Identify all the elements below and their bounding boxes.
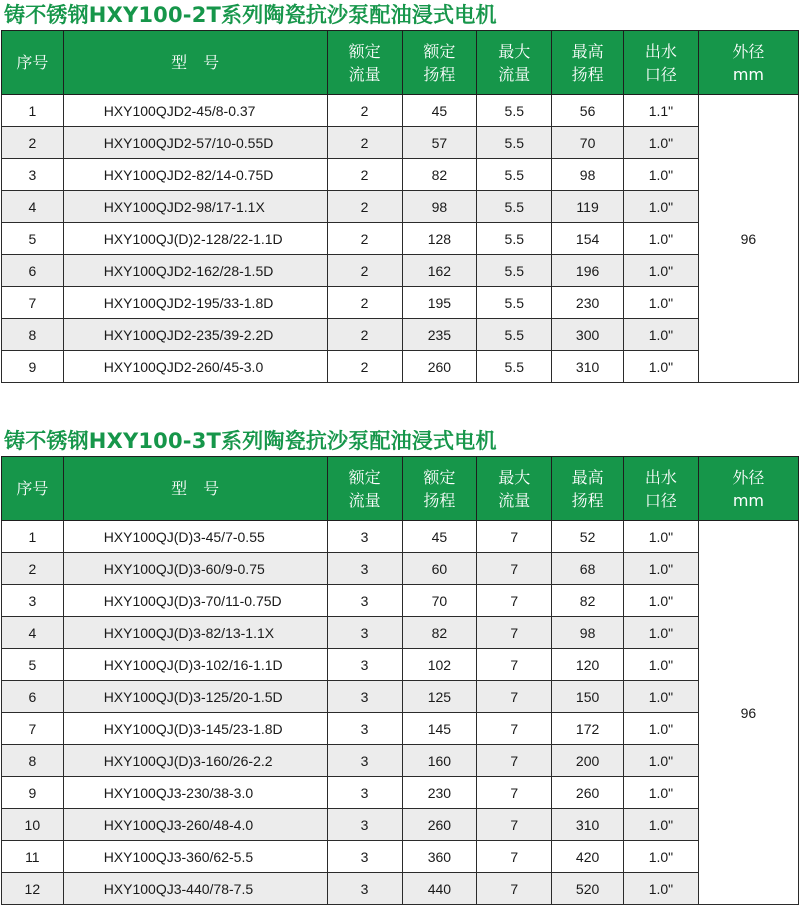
table-row xyxy=(2,319,799,351)
cell-index: 8 xyxy=(2,745,64,777)
cell-rated-head: 145 xyxy=(402,713,477,745)
header-max-head: 最高 扬程 xyxy=(552,31,624,95)
header-row xyxy=(2,457,799,521)
cell-rated-flow: 3 xyxy=(327,553,402,585)
cell-max-flow: 5.5 xyxy=(477,351,552,383)
table-row xyxy=(2,553,799,585)
cell-max-flow: 7 xyxy=(477,777,552,809)
cell-model: HXY100QJ3-260/48-4.0 xyxy=(63,809,327,841)
cell-max-flow: 5.5 xyxy=(477,95,552,127)
cell-rated-flow: 2 xyxy=(327,191,402,223)
cell-diameter: 96 xyxy=(698,95,798,383)
cell-max-flow: 7 xyxy=(477,681,552,713)
cell-outlet: 1.0" xyxy=(623,617,698,649)
cell-model: HXY100QJ3-360/62-5.5 xyxy=(63,841,327,873)
cell-max-head: 98 xyxy=(552,617,624,649)
cell-max-head: 56 xyxy=(552,95,624,127)
cell-outlet: 1.0" xyxy=(623,585,698,617)
cell-index: 6 xyxy=(2,255,64,287)
cell-index: 5 xyxy=(2,649,64,681)
cell-outlet: 1.0" xyxy=(623,745,698,777)
cell-max-flow: 7 xyxy=(477,873,552,905)
cell-outlet: 1.0" xyxy=(623,351,698,383)
cell-max-head: 52 xyxy=(552,521,624,553)
cell-index: 4 xyxy=(2,617,64,649)
cell-model: HXY100QJD2-195/33-1.8D xyxy=(63,287,327,319)
cell-rated-flow: 2 xyxy=(327,159,402,191)
header-model: 型 号 xyxy=(63,31,327,95)
cell-max-flow: 7 xyxy=(477,553,552,585)
table-row xyxy=(2,777,799,809)
cell-outlet: 1.0" xyxy=(623,159,698,191)
cell-max-head: 120 xyxy=(552,649,624,681)
pump-series-section-3t xyxy=(0,426,800,905)
cell-max-flow: 7 xyxy=(477,809,552,841)
cell-model: HXY100QJ3-440/78-7.5 xyxy=(63,873,327,905)
cell-outlet: 1.0" xyxy=(623,809,698,841)
cell-rated-head: 360 xyxy=(402,841,477,873)
table-row xyxy=(2,521,799,553)
cell-outlet: 1.0" xyxy=(623,191,698,223)
table-row xyxy=(2,351,799,383)
cell-rated-head: 45 xyxy=(402,95,477,127)
cell-index: 11 xyxy=(2,841,64,873)
cell-model: HXY100QJ(D)3-82/13-1.1X xyxy=(63,617,327,649)
cell-max-flow: 5.5 xyxy=(477,127,552,159)
cell-index: 10 xyxy=(2,809,64,841)
header-rated-flow: 额定 流量 xyxy=(327,31,402,95)
cell-max-head: 310 xyxy=(552,809,624,841)
cell-index: 7 xyxy=(2,713,64,745)
cell-max-head: 230 xyxy=(552,287,624,319)
cell-max-head: 420 xyxy=(552,841,624,873)
cell-index: 6 xyxy=(2,681,64,713)
cell-rated-head: 125 xyxy=(402,681,477,713)
cell-model: HXY100QJD2-98/17-1.1X xyxy=(63,191,327,223)
cell-outlet: 1.0" xyxy=(623,223,698,255)
cell-diameter: 96 xyxy=(698,521,798,905)
cell-model: HXY100QJD2-57/10-0.55D xyxy=(63,127,327,159)
cell-max-flow: 7 xyxy=(477,617,552,649)
cell-rated-head: 162 xyxy=(402,255,477,287)
cell-index: 3 xyxy=(2,585,64,617)
cell-max-flow: 7 xyxy=(477,585,552,617)
header-diameter: 外径 mm xyxy=(698,457,798,521)
cell-rated-head: 195 xyxy=(402,287,477,319)
cell-max-flow: 5.5 xyxy=(477,255,552,287)
cell-index: 9 xyxy=(2,777,64,809)
cell-rated-head: 60 xyxy=(402,553,477,585)
cell-rated-flow: 2 xyxy=(327,351,402,383)
cell-model: HXY100QJD2-260/45-3.0 xyxy=(63,351,327,383)
cell-max-flow: 5.5 xyxy=(477,159,552,191)
header-outlet: 出水 口径 xyxy=(623,31,698,95)
cell-rated-head: 45 xyxy=(402,521,477,553)
cell-rated-head: 82 xyxy=(402,159,477,191)
spec-table xyxy=(1,30,799,383)
cell-rated-flow: 2 xyxy=(327,287,402,319)
cell-model: HXY100QJ(D)3-60/9-0.75 xyxy=(63,553,327,585)
cell-max-head: 98 xyxy=(552,159,624,191)
cell-outlet: 1.0" xyxy=(623,841,698,873)
cell-outlet: 1.0" xyxy=(623,777,698,809)
cell-outlet: 1.0" xyxy=(623,681,698,713)
cell-model: HXY100QJD2-235/39-2.2D xyxy=(63,319,327,351)
cell-outlet: 1.0" xyxy=(623,287,698,319)
cell-max-head: 68 xyxy=(552,553,624,585)
table-row xyxy=(2,95,799,127)
cell-index: 9 xyxy=(2,351,64,383)
cell-max-head: 119 xyxy=(552,191,624,223)
cell-model: HXY100QJ(D)3-45/7-0.55 xyxy=(63,521,327,553)
cell-rated-head: 102 xyxy=(402,649,477,681)
cell-model: HXY100QJD2-82/14-0.75D xyxy=(63,159,327,191)
table-row xyxy=(2,287,799,319)
pump-series-section-2t xyxy=(0,0,800,383)
cell-rated-head: 440 xyxy=(402,873,477,905)
cell-outlet: 1.0" xyxy=(623,319,698,351)
cell-rated-head: 260 xyxy=(402,809,477,841)
cell-rated-head: 230 xyxy=(402,777,477,809)
cell-rated-head: 160 xyxy=(402,745,477,777)
cell-rated-flow: 3 xyxy=(327,745,402,777)
spec-table xyxy=(1,456,799,905)
table-row xyxy=(2,159,799,191)
table-row xyxy=(2,809,799,841)
cell-outlet: 1.1" xyxy=(623,95,698,127)
cell-rated-flow: 2 xyxy=(327,223,402,255)
header-index: 序号 xyxy=(2,31,64,95)
table-row xyxy=(2,617,799,649)
cell-rated-head: 260 xyxy=(402,351,477,383)
cell-max-flow: 7 xyxy=(477,713,552,745)
cell-outlet: 1.0" xyxy=(623,873,698,905)
table-row xyxy=(2,191,799,223)
cell-outlet: 1.0" xyxy=(623,553,698,585)
table-row xyxy=(2,649,799,681)
table-row xyxy=(2,873,799,905)
cell-outlet: 1.0" xyxy=(623,521,698,553)
cell-rated-flow: 3 xyxy=(327,617,402,649)
cell-index: 3 xyxy=(2,159,64,191)
header-max-head: 最高 扬程 xyxy=(552,457,624,521)
cell-max-flow: 7 xyxy=(477,521,552,553)
cell-max-head: 70 xyxy=(552,127,624,159)
section-title: 铸不锈钢HXY100-3T系列陶瓷抗沙泵配油浸式电机 xyxy=(4,429,497,453)
cell-rated-head: 128 xyxy=(402,223,477,255)
cell-outlet: 1.0" xyxy=(623,713,698,745)
header-row xyxy=(2,31,799,95)
cell-rated-flow: 3 xyxy=(327,809,402,841)
table-row xyxy=(2,255,799,287)
cell-model: HXY100QJD2-162/28-1.5D xyxy=(63,255,327,287)
header-rated-head: 额定 扬程 xyxy=(402,457,477,521)
cell-max-head: 196 xyxy=(552,255,624,287)
cell-max-flow: 5.5 xyxy=(477,191,552,223)
cell-max-flow: 7 xyxy=(477,745,552,777)
cell-max-head: 310 xyxy=(552,351,624,383)
cell-rated-flow: 3 xyxy=(327,713,402,745)
cell-rated-flow: 2 xyxy=(327,127,402,159)
header-diameter: 外径 mm xyxy=(698,31,798,95)
cell-max-head: 200 xyxy=(552,745,624,777)
cell-outlet: 1.0" xyxy=(623,127,698,159)
cell-max-head: 172 xyxy=(552,713,624,745)
cell-max-head: 260 xyxy=(552,777,624,809)
cell-index: 1 xyxy=(2,521,64,553)
header-model: 型 号 xyxy=(63,457,327,521)
cell-model: HXY100QJ(D)3-160/26-2.2 xyxy=(63,745,327,777)
cell-rated-flow: 3 xyxy=(327,649,402,681)
cell-max-flow: 5.5 xyxy=(477,223,552,255)
cell-model: HXY100QJ3-230/38-3.0 xyxy=(63,777,327,809)
cell-max-head: 300 xyxy=(552,319,624,351)
cell-outlet: 1.0" xyxy=(623,649,698,681)
cell-model: HXY100QJ(D)3-102/16-1.1D xyxy=(63,649,327,681)
cell-rated-flow: 2 xyxy=(327,319,402,351)
header-max-flow: 最大 流量 xyxy=(477,31,552,95)
cell-index: 8 xyxy=(2,319,64,351)
section-title: 铸不锈钢HXY100-2T系列陶瓷抗沙泵配油浸式电机 xyxy=(4,3,497,27)
cell-max-head: 82 xyxy=(552,585,624,617)
header-rated-head: 额定 扬程 xyxy=(402,31,477,95)
table-row xyxy=(2,713,799,745)
cell-model: HXY100QJ(D)2-128/22-1.1D xyxy=(63,223,327,255)
cell-rated-flow: 3 xyxy=(327,873,402,905)
cell-rated-flow: 3 xyxy=(327,521,402,553)
table-row xyxy=(2,585,799,617)
header-index: 序号 xyxy=(2,457,64,521)
cell-index: 5 xyxy=(2,223,64,255)
cell-model: HXY100QJ(D)3-125/20-1.5D xyxy=(63,681,327,713)
cell-model: HXY100QJ(D)3-145/23-1.8D xyxy=(63,713,327,745)
cell-rated-flow: 3 xyxy=(327,777,402,809)
cell-max-flow: 5.5 xyxy=(477,287,552,319)
header-rated-flow: 额定 流量 xyxy=(327,457,402,521)
cell-rated-head: 235 xyxy=(402,319,477,351)
table-row xyxy=(2,681,799,713)
cell-model: HXY100QJ(D)3-70/11-0.75D xyxy=(63,585,327,617)
cell-rated-head: 70 xyxy=(402,585,477,617)
cell-max-head: 520 xyxy=(552,873,624,905)
header-outlet: 出水 口径 xyxy=(623,457,698,521)
cell-max-head: 154 xyxy=(552,223,624,255)
cell-outlet: 1.0" xyxy=(623,255,698,287)
cell-index: 12 xyxy=(2,873,64,905)
cell-max-flow: 7 xyxy=(477,649,552,681)
cell-rated-flow: 3 xyxy=(327,585,402,617)
cell-max-flow: 7 xyxy=(477,841,552,873)
table-row xyxy=(2,223,799,255)
cell-rated-head: 82 xyxy=(402,617,477,649)
table-row xyxy=(2,127,799,159)
cell-rated-flow: 3 xyxy=(327,681,402,713)
cell-index: 1 xyxy=(2,95,64,127)
cell-max-flow: 5.5 xyxy=(477,319,552,351)
cell-rated-flow: 2 xyxy=(327,255,402,287)
cell-index: 7 xyxy=(2,287,64,319)
table-row xyxy=(2,745,799,777)
cell-rated-flow: 2 xyxy=(327,95,402,127)
cell-rated-head: 98 xyxy=(402,191,477,223)
cell-rated-flow: 3 xyxy=(327,841,402,873)
cell-model: HXY100QJD2-45/8-0.37 xyxy=(63,95,327,127)
cell-index: 2 xyxy=(2,553,64,585)
header-max-flow: 最大 流量 xyxy=(477,457,552,521)
cell-max-head: 150 xyxy=(552,681,624,713)
cell-rated-head: 57 xyxy=(402,127,477,159)
table-row xyxy=(2,841,799,873)
cell-index: 2 xyxy=(2,127,64,159)
cell-index: 4 xyxy=(2,191,64,223)
